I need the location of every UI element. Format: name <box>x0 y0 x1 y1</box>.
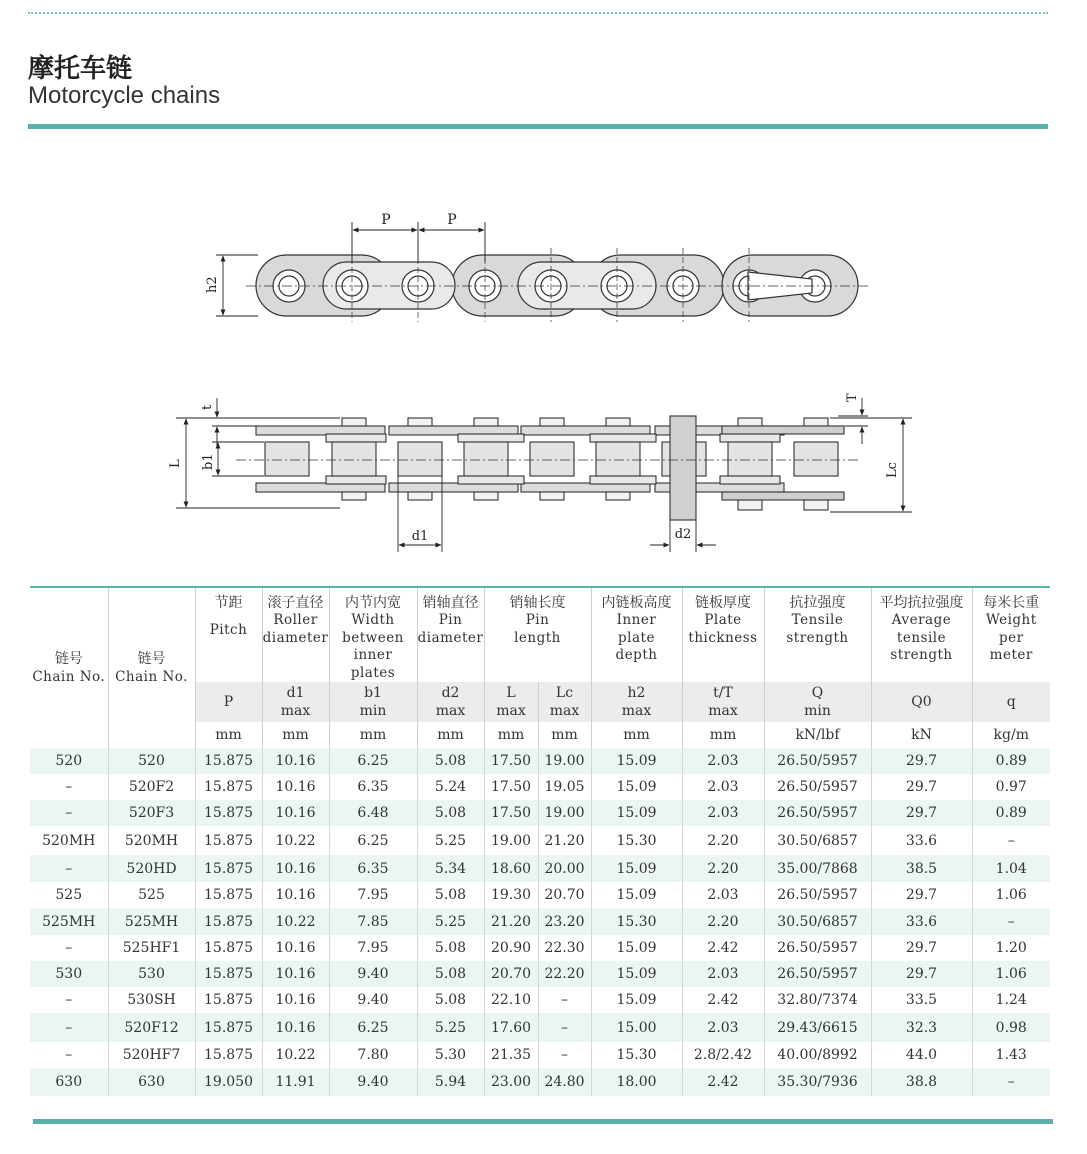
pin-length-header: 销轴长度 Pin length <box>484 587 591 682</box>
table-cell: 525 <box>108 882 195 908</box>
table-cell: 2.42 <box>682 987 764 1013</box>
table-row <box>30 1042 1050 1068</box>
unit-d2: mm <box>417 722 484 748</box>
table-cell: 520F3 <box>108 800 195 826</box>
page-title-en: Motorcycle chains <box>28 82 221 109</box>
table-cell: 1.24 <box>972 987 1050 1013</box>
table-cell: 17.50 <box>484 748 538 774</box>
table-cell: 20.00 <box>538 855 591 882</box>
table-cell: 21.20 <box>484 908 538 935</box>
unit-Q0: kN <box>871 722 972 748</box>
table-cell: 15.875 <box>195 987 262 1013</box>
table-cell: 520F2 <box>108 774 195 800</box>
table-cell: 23.00 <box>484 1068 538 1096</box>
table-cell: 29.43/6615 <box>764 1013 871 1042</box>
table-cell: 15.875 <box>195 961 262 987</box>
table-cell: 520HD <box>108 855 195 882</box>
table-cell: 7.95 <box>329 935 417 961</box>
table-cell: 15.00 <box>591 1013 682 1042</box>
table-row <box>30 826 1050 855</box>
table-cell: 5.08 <box>417 800 484 826</box>
table-cell: 6.25 <box>329 826 417 855</box>
table-cell: 5.08 <box>417 935 484 961</box>
table-cell: 38.8 <box>871 1068 972 1096</box>
table-cell: 18.00 <box>591 1068 682 1096</box>
table-cell: 520MH <box>30 826 108 855</box>
table-cell: 7.95 <box>329 882 417 908</box>
inner-plate-depth-header: 内链板高度 Inner plate depth <box>591 587 682 682</box>
table-cell: 29.7 <box>871 935 972 961</box>
table-cell: 2.03 <box>682 961 764 987</box>
table-cell: 525HF1 <box>108 935 195 961</box>
table-cell: 33.5 <box>871 987 972 1013</box>
table-cell: 30.50/6857 <box>764 826 871 855</box>
chain-no-header-1: 链号 Chain No. <box>30 587 108 748</box>
table-cell: 10.16 <box>262 748 329 774</box>
table-cell: 10.16 <box>262 882 329 908</box>
pitch-header: 节距 Pitch <box>195 587 262 682</box>
table-cell: 5.08 <box>417 882 484 908</box>
table-row <box>30 935 1050 961</box>
footer-bar <box>33 1119 1053 1124</box>
table-cell: 9.40 <box>329 961 417 987</box>
table-cell: 26.50/5957 <box>764 961 871 987</box>
inner-width-header: 内节内宽 Width between inner plates <box>329 587 417 682</box>
table-cell: 630 <box>108 1068 195 1096</box>
table-cell: 2.03 <box>682 748 764 774</box>
page-title-cn: 摩托车链 <box>28 54 133 84</box>
table-cell: 15.875 <box>195 935 262 961</box>
table-cell: 19.00 <box>484 826 538 855</box>
table-cell: 17.50 <box>484 774 538 800</box>
table-cell: 15.09 <box>591 987 682 1013</box>
chain-no-header-2: 链号 Chain No. <box>108 587 195 748</box>
table-cell: – <box>30 1013 108 1042</box>
table-cell: 2.20 <box>682 908 764 935</box>
table-cell: 18.60 <box>484 855 538 882</box>
table-cell: 32.3 <box>871 1013 972 1042</box>
table-cell: – <box>30 1042 108 1068</box>
table-cell: 525 <box>30 882 108 908</box>
table-cell: 10.16 <box>262 1013 329 1042</box>
table-cell: 20.70 <box>538 882 591 908</box>
table-cell: – <box>538 1042 591 1068</box>
sym-Q: Q min <box>764 682 871 722</box>
table-cell: 530SH <box>108 987 195 1013</box>
table-cell: 15.09 <box>591 935 682 961</box>
table-cell: 29.7 <box>871 774 972 800</box>
table-cell: 2.03 <box>682 774 764 800</box>
table-cell: 1.20 <box>972 935 1050 961</box>
unit-Lc: mm <box>538 722 591 748</box>
table-cell: 26.50/5957 <box>764 774 871 800</box>
sym-d2: d2 max <box>417 682 484 722</box>
table-cell: 520MH <box>108 826 195 855</box>
table-cell: 5.08 <box>417 748 484 774</box>
table-row <box>30 855 1050 882</box>
table-cell: 5.08 <box>417 987 484 1013</box>
table-cell: 10.16 <box>262 961 329 987</box>
table-cell: 15.875 <box>195 1042 262 1068</box>
table-row <box>30 748 1050 774</box>
sym-q: q <box>972 682 1050 722</box>
table-cell: 1.06 <box>972 961 1050 987</box>
table-cell: – <box>30 800 108 826</box>
d2-label: d2 <box>674 527 692 542</box>
table-cell: 0.89 <box>972 748 1050 774</box>
table-cell: 20.90 <box>484 935 538 961</box>
chain-top-view <box>236 416 858 520</box>
table-cell: 15.875 <box>195 826 262 855</box>
table-cell: 2.42 <box>682 1068 764 1096</box>
table-cell: 19.00 <box>538 800 591 826</box>
table-cell: 17.50 <box>484 800 538 826</box>
unit-tT: mm <box>682 722 764 748</box>
table-cell: 6.35 <box>329 855 417 882</box>
table-cell: 11.91 <box>262 1068 329 1096</box>
table-cell: 7.80 <box>329 1042 417 1068</box>
table-cell: 520HF7 <box>108 1042 195 1068</box>
table-cell: 0.97 <box>972 774 1050 800</box>
table-cell: 520 <box>108 748 195 774</box>
table-cell: – <box>30 855 108 882</box>
table-cell: 2.8/2.42 <box>682 1042 764 1068</box>
table-cell: 15.30 <box>591 826 682 855</box>
table-cell: 6.48 <box>329 800 417 826</box>
table-cell: 10.16 <box>262 935 329 961</box>
table-cell: 2.20 <box>682 855 764 882</box>
table-cell: 29.7 <box>871 882 972 908</box>
table-cell: 5.25 <box>417 1013 484 1042</box>
table-cell: 32.80/7374 <box>764 987 871 1013</box>
table-cell: 35.00/7868 <box>764 855 871 882</box>
table-cell: 40.00/8992 <box>764 1042 871 1068</box>
L-label: L <box>168 459 183 468</box>
table-cell: 10.22 <box>262 1042 329 1068</box>
sym-h2: h2 max <box>591 682 682 722</box>
table-row <box>30 1068 1050 1096</box>
table-cell: 19.30 <box>484 882 538 908</box>
table-cell: 2.42 <box>682 935 764 961</box>
table-cell: 26.50/5957 <box>764 882 871 908</box>
avg-tensile-header: 平均抗拉强度 Average tensile strength <box>871 587 972 682</box>
table-cell: 10.16 <box>262 774 329 800</box>
table-cell: 6.25 <box>329 1013 417 1042</box>
table-cell: 1.06 <box>972 882 1050 908</box>
sym-P: P <box>195 682 262 722</box>
table-cell: 9.40 <box>329 1068 417 1096</box>
table-cell: 530 <box>108 961 195 987</box>
table-row <box>30 882 1050 908</box>
table-cell: 5.30 <box>417 1042 484 1068</box>
table-cell: 15.09 <box>591 855 682 882</box>
table-cell: 19.05 <box>538 774 591 800</box>
table-cell: 15.875 <box>195 748 262 774</box>
unit-Q: kN/lbf <box>764 722 871 748</box>
table-cell: 15.875 <box>195 1013 262 1042</box>
table-cell: 5.94 <box>417 1068 484 1096</box>
table-cell: 2.03 <box>682 882 764 908</box>
table-cell: 21.35 <box>484 1042 538 1068</box>
table-cell: 525MH <box>108 908 195 935</box>
table-cell: 5.24 <box>417 774 484 800</box>
table-cell: 10.16 <box>262 855 329 882</box>
table-row <box>30 774 1050 800</box>
table-row <box>30 1013 1050 1042</box>
table-cell: 22.30 <box>538 935 591 961</box>
table-cell: 520F12 <box>108 1013 195 1042</box>
table-cell: 21.20 <box>538 826 591 855</box>
table-row <box>30 961 1050 987</box>
table-cell: 44.0 <box>871 1042 972 1068</box>
table-cell: 15.30 <box>591 1042 682 1068</box>
table-cell: 15.30 <box>591 908 682 935</box>
sym-d1: d1 max <box>262 682 329 722</box>
table-cell: 22.20 <box>538 961 591 987</box>
spec-table <box>30 586 1050 1096</box>
table-cell: 29.7 <box>871 800 972 826</box>
weight-header: 每米长重 Weight per meter <box>972 587 1050 682</box>
table-cell: 9.40 <box>329 987 417 1013</box>
table-cell: 5.08 <box>417 961 484 987</box>
roller-diameter-header: 滚子直径 Roller diameter <box>262 587 329 682</box>
chain-side-view <box>246 240 868 322</box>
table-cell: 5.25 <box>417 908 484 935</box>
table-cell: 15.09 <box>591 748 682 774</box>
table-cell: 15.875 <box>195 800 262 826</box>
table-cell: 15.09 <box>591 882 682 908</box>
sym-L: L max <box>484 682 538 722</box>
table-cell: 35.30/7936 <box>764 1068 871 1096</box>
table-cell: 24.80 <box>538 1068 591 1096</box>
table-cell: 2.03 <box>682 1013 764 1042</box>
table-cell: 15.875 <box>195 855 262 882</box>
table-cell: 525MH <box>30 908 108 935</box>
table-cell: 15.09 <box>591 961 682 987</box>
unit-b1: mm <box>329 722 417 748</box>
table-cell: 15.875 <box>195 908 262 935</box>
table-cell: 15.09 <box>591 800 682 826</box>
sym-tT: t/T max <box>682 682 764 722</box>
table-cell: 10.22 <box>262 908 329 935</box>
table-cell: 17.60 <box>484 1013 538 1042</box>
table-cell: 26.50/5957 <box>764 935 871 961</box>
b1-label: b1 <box>201 453 216 470</box>
unit-L: mm <box>484 722 538 748</box>
unit-h2: mm <box>591 722 682 748</box>
table-cell: 2.20 <box>682 826 764 855</box>
table-cell: 1.43 <box>972 1042 1050 1068</box>
table-cell: – <box>972 908 1050 935</box>
table-cell: 19.050 <box>195 1068 262 1096</box>
t-label: t <box>200 404 215 410</box>
table-cell: 20.70 <box>484 961 538 987</box>
table-cell: 2.03 <box>682 800 764 826</box>
tensile-strength-header: 抗拉强度 Tensile strength <box>764 587 871 682</box>
T-label: T <box>845 393 860 402</box>
unit-q: kg/m <box>972 722 1050 748</box>
unit-P: mm <box>195 722 262 748</box>
table-cell: 23.20 <box>538 908 591 935</box>
table-cell: 22.10 <box>484 987 538 1013</box>
h2-label: h2 <box>205 276 220 293</box>
table-cell: – <box>538 987 591 1013</box>
pitch-label-2: P <box>447 212 457 228</box>
table-cell: 630 <box>30 1068 108 1096</box>
table-cell: 33.6 <box>871 826 972 855</box>
table-cell: 10.22 <box>262 826 329 855</box>
table-row <box>30 908 1050 935</box>
pitch-label-1: P <box>381 212 391 228</box>
table-cell: 6.25 <box>329 748 417 774</box>
d1-label: d1 <box>411 529 429 544</box>
sym-b1: b1 min <box>329 682 417 722</box>
plate-thickness-header: 链板厚度 Plate thickness <box>682 587 764 682</box>
table-cell: – <box>972 1068 1050 1096</box>
table-cell: – <box>30 935 108 961</box>
table-cell: 15.875 <box>195 774 262 800</box>
table-cell: 15.875 <box>195 882 262 908</box>
sym-Q0: Q0 <box>871 682 972 722</box>
unit-d1: mm <box>262 722 329 748</box>
table-cell: – <box>538 1013 591 1042</box>
table-cell: 0.89 <box>972 800 1050 826</box>
table-cell: 29.7 <box>871 748 972 774</box>
table-cell: 520 <box>30 748 108 774</box>
sym-Lc: Lc max <box>538 682 591 722</box>
table-cell: 5.34 <box>417 855 484 882</box>
Lc-label: Lc <box>885 462 900 478</box>
table-cell: 7.85 <box>329 908 417 935</box>
table-cell: 38.5 <box>871 855 972 882</box>
table-cell: 10.16 <box>262 800 329 826</box>
table-cell: 1.04 <box>972 855 1050 882</box>
pin-diameter-header: 销轴直径 Pin diameter <box>417 587 484 682</box>
table-cell: 15.09 <box>591 774 682 800</box>
table-cell: 0.98 <box>972 1013 1050 1042</box>
table-cell: 19.00 <box>538 748 591 774</box>
table-row <box>30 987 1050 1013</box>
table-cell: – <box>972 826 1050 855</box>
table-cell: 6.35 <box>329 774 417 800</box>
table-cell: 5.25 <box>417 826 484 855</box>
table-row <box>30 800 1050 826</box>
table-cell: 29.7 <box>871 961 972 987</box>
table-cell: 26.50/5957 <box>764 748 871 774</box>
table-cell: 26.50/5957 <box>764 800 871 826</box>
table-cell: – <box>30 774 108 800</box>
table-cell: 10.16 <box>262 987 329 1013</box>
table-cell: 30.50/6857 <box>764 908 871 935</box>
table-cell: 530 <box>30 961 108 987</box>
table-cell: 33.6 <box>871 908 972 935</box>
table-cell: – <box>30 987 108 1013</box>
